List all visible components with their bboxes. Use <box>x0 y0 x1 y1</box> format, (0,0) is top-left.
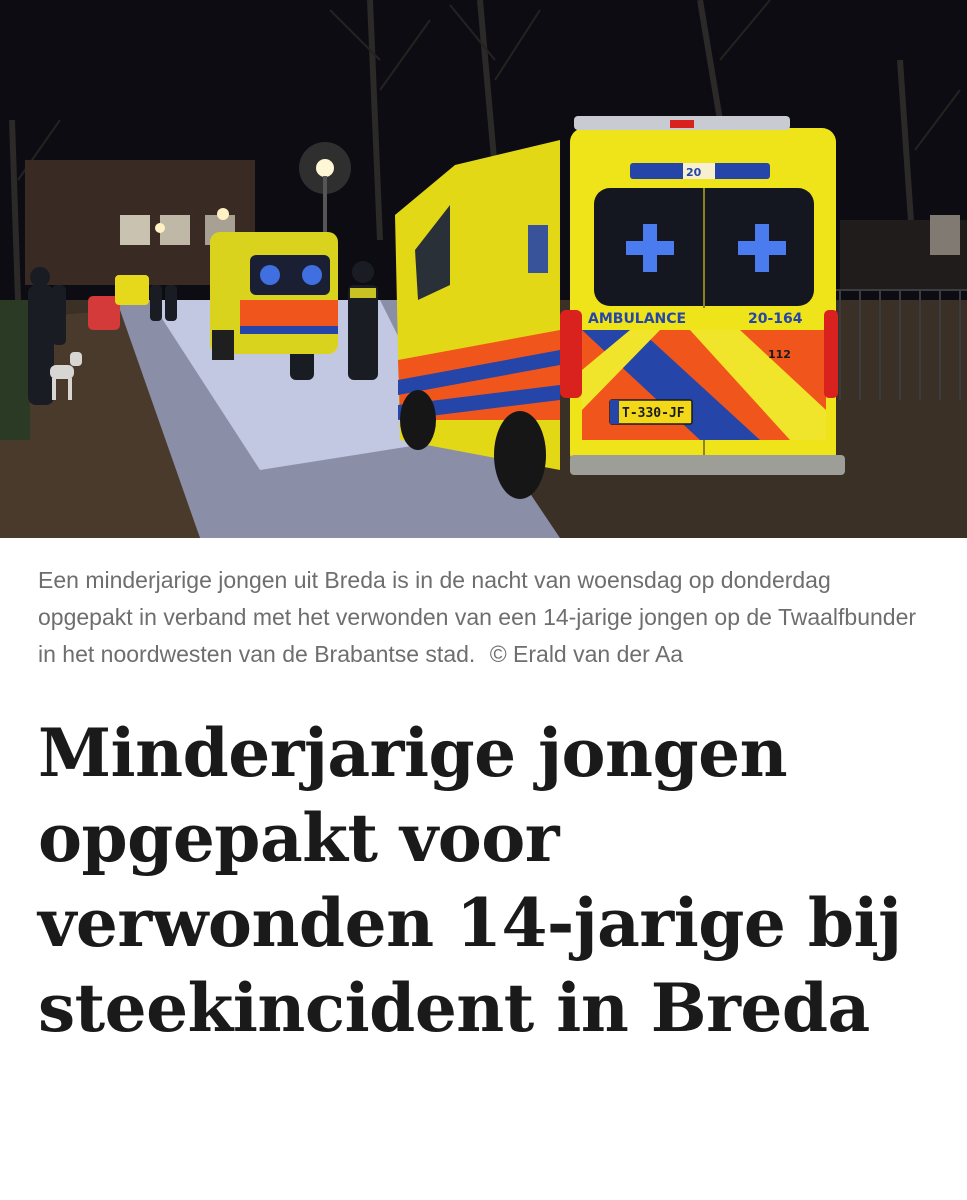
emergency-number: 112 <box>768 348 791 361</box>
article-headline: Minderjarige jongen opgepakt voor verwonden 14-jarige bij steekincident in Breda <box>38 714 902 1047</box>
photo-credit: © Erald van der Aa <box>489 641 684 667</box>
license-plate: T-330-JF <box>622 406 685 421</box>
ambulance-label: AMBULANCE <box>588 311 687 327</box>
unit-number: 20-164 <box>748 311 803 327</box>
ambulance-night-scene-image <box>0 0 967 538</box>
photo-caption <box>38 562 929 673</box>
caption-text: Een minderjarige jongen uit Breda is in de nacht van woensdag op donderdag opgepakt in verband met het verwonden van een 14-jarige jongen op de Twaalfbunder in het noordwesten van de Brabantse stad. <box>38 567 917 667</box>
roof-number: 20 <box>686 166 702 179</box>
article-photo[interactable] <box>0 0 967 538</box>
